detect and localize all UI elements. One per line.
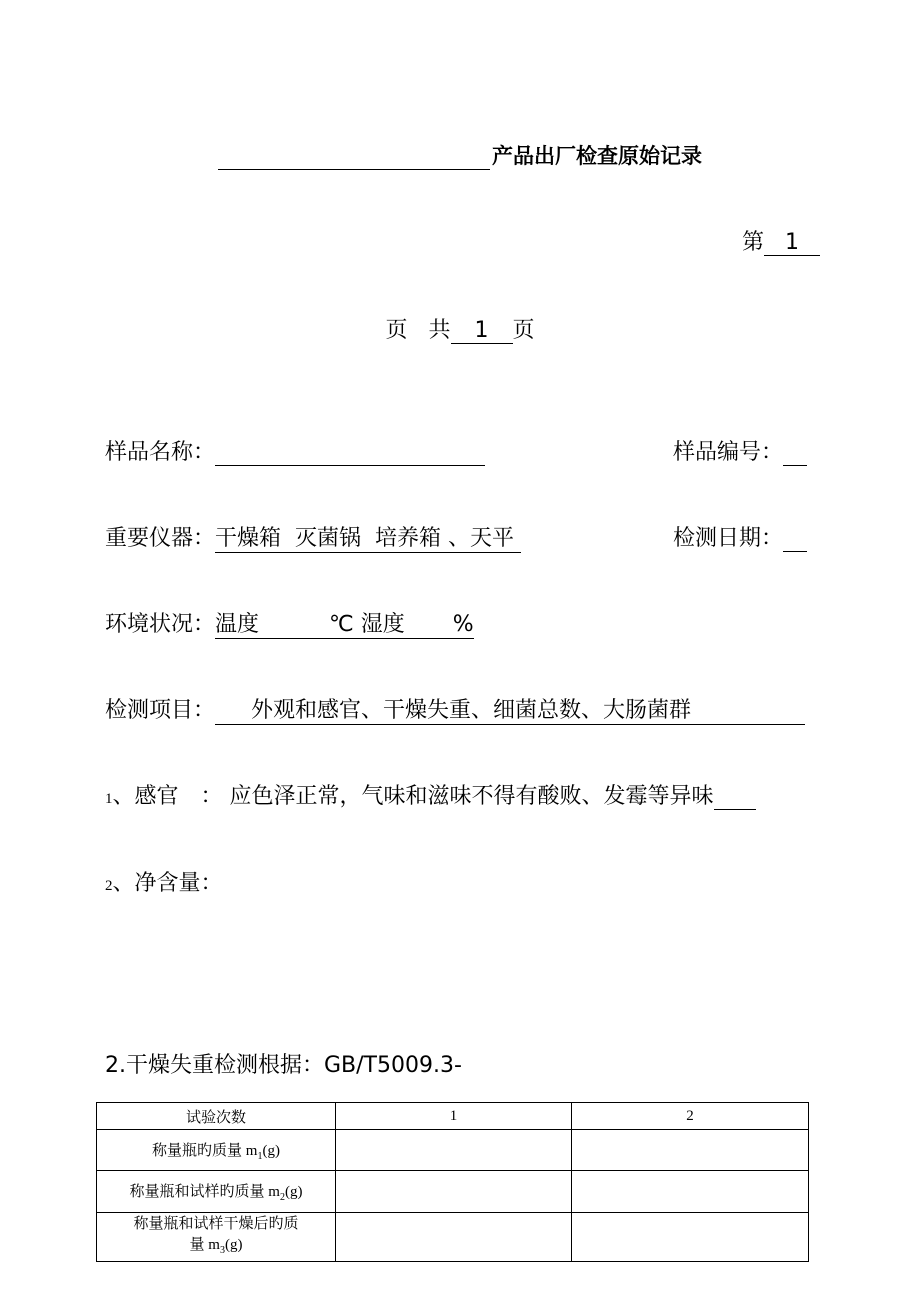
- table-row: [97, 1171, 809, 1213]
- sample-name-row: 样品名称：: [105, 435, 485, 466]
- product-name-blank[interactable]: [218, 147, 490, 170]
- sample-number-field[interactable]: [783, 445, 807, 466]
- sample-number-row: 样品编号：: [673, 435, 807, 466]
- page-total-value: 1: [451, 318, 513, 344]
- sensory-row: 1、感官 ： 应色泽正常，气味和滋味不得有酸败、发霉等异味: [105, 779, 756, 810]
- table-row: [97, 1130, 809, 1171]
- table-cell[interactable]: [336, 1213, 572, 1262]
- page-number-value: 1: [764, 230, 820, 256]
- header-label: 试验次数: [97, 1103, 336, 1130]
- test-items-row: 检测项目： 外观和感官、干燥失重、细菌总数、大肠菌群: [105, 693, 805, 725]
- environment-value: 温度 ℃ 湿度 %: [215, 607, 474, 639]
- row-label: 称量瓶和试样干燥后旳质 量 $m_3(g)$: [97, 1213, 336, 1262]
- instruments-row: 重要仪器：干燥箱 灭菌锅 培养箱 、天平: [105, 521, 521, 553]
- instruments-value: 干燥箱 灭菌锅 培养箱 、天平: [215, 521, 521, 553]
- header-col-1: 1: [336, 1103, 572, 1130]
- sample-name-field[interactable]: [215, 445, 485, 466]
- test-date-row: 检测日期：: [673, 521, 807, 552]
- table-cell[interactable]: [572, 1130, 809, 1171]
- environment-row: 环境状况：温度 ℃ 湿度 %: [105, 607, 474, 639]
- test-items-value: 外观和感官、干燥失重、细菌总数、大肠菌群: [215, 693, 805, 725]
- sensory-blank[interactable]: [714, 789, 756, 810]
- table-cell[interactable]: [336, 1130, 572, 1171]
- table-cell[interactable]: [572, 1213, 809, 1262]
- table-cell[interactable]: [572, 1171, 809, 1213]
- header-col-2: 2: [572, 1103, 809, 1130]
- table-row: [97, 1213, 809, 1262]
- section-drying-loss-heading: 2.干燥失重检测根据：GB/T5009.3-: [105, 1053, 462, 1078]
- document-title: 产品出厂检查原始记录: [0, 140, 920, 170]
- table-cell[interactable]: [336, 1171, 572, 1213]
- drying-loss-table: [96, 1102, 809, 1262]
- row-label: 称量瓶和试样旳质量 $m_2(g)$: [97, 1171, 336, 1213]
- table-header-row: [97, 1103, 809, 1130]
- net-content-row: 2、净含量：: [105, 871, 223, 896]
- page-total: 页 共 1 页: [385, 318, 535, 343]
- row-label: 称量瓶旳质量 $m_1(g)$: [97, 1130, 336, 1171]
- test-date-field[interactable]: [783, 531, 807, 552]
- page-number: 第 1: [742, 225, 820, 256]
